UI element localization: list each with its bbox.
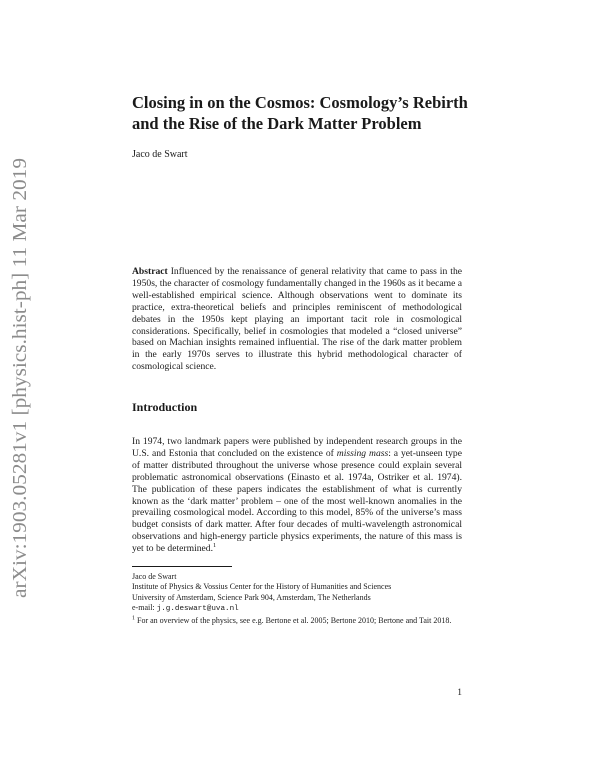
footnote-text: For an overview of the physics, see e.g. Bertone et al. 2005; Bertone 2010; Bertone and Tait 2018. bbox=[137, 616, 452, 625]
section-heading-introduction: Introduction bbox=[132, 400, 198, 414]
author-name: Jaco de Swart bbox=[132, 149, 188, 160]
intro-footnote-mark[interactable]: 1 bbox=[213, 541, 217, 549]
affiliation-email-row bbox=[132, 603, 462, 614]
arxiv-stamp-svg bbox=[4, 158, 34, 598]
footnote-mark: 1 bbox=[132, 615, 135, 622]
abstract-text: Influenced by the renaissance of general relativity that came to pass in the 1950s, the character of cosmology fundamentally changed in the 1960s as it became a well-established empirical science. Although observations went to dominate its practice, extra-theoretical beliefs and principles reminiscent of methodological debates in the 1950s kept playing an important tacit role in cosmological considerations. Specifically, belief in cosmologies that modeled a “closed universe” based on Machian insights remained influential. The rise of the dark matter problem in the early 1970s serves to illustrate this hybrid methodological character of cosmological science. bbox=[132, 266, 462, 373]
footnote-rule bbox=[132, 566, 232, 567]
intro-emphasis: missing mass bbox=[336, 447, 389, 459]
intro-text-part-2: : a yet-unseen type of matter distributed throughout the universe whose presence could explain several problematic astronomical observations (Einasto et al. 1974a, Ostriker et al. 1974). The publication of these papers indicates the establishment of what is currently known as the ‘dark matter’ problem – one of the most well-known anomalies in the prevailing cosmological model. According to this model, 85% of the universe’s mass budget consists of dark matter. After four decades of multi-wavelength astronomical observations and high-energy particle physics experiments, the nature of this mass is yet to be determined. bbox=[132, 447, 462, 555]
abstract-label: Abstract bbox=[132, 266, 168, 277]
abstract bbox=[132, 266, 462, 373]
affiliation-line-1: Institute of Physics & Vossius Center for the History of Humanities and Sciences bbox=[132, 582, 392, 592]
title-line-2: and the Rise of the Dark Matter Problem bbox=[132, 114, 422, 133]
introduction-paragraph bbox=[132, 436, 462, 555]
footnote-1 bbox=[132, 616, 462, 626]
email-label: e-mail: bbox=[132, 602, 155, 612]
email-address[interactable]: j.g.deswart@uva.nl bbox=[156, 604, 239, 613]
page-number: 1 bbox=[457, 688, 462, 698]
arxiv-stamp-text: arXiv:1903.05281v1 [physics.hist-ph] 11 Mar 2019 bbox=[9, 175, 31, 598]
arxiv-identifier-stamp bbox=[4, 158, 34, 598]
author-affiliation bbox=[132, 572, 462, 614]
affiliation-line-2: University of Amsterdam, Science Park 904, Amsterdam, The Netherlands bbox=[132, 592, 371, 602]
title-line-1: Closing in on the Cosmos: Cosmology’s Rebirth bbox=[132, 93, 468, 112]
affiliation-name: Jaco de Swart bbox=[132, 572, 177, 581]
intro-text-part-1: In 1974, two landmark papers were published by independent research groups in the U.S. and Estonia that concluded on the existence of bbox=[132, 436, 462, 459]
paper-title bbox=[132, 92, 472, 134]
